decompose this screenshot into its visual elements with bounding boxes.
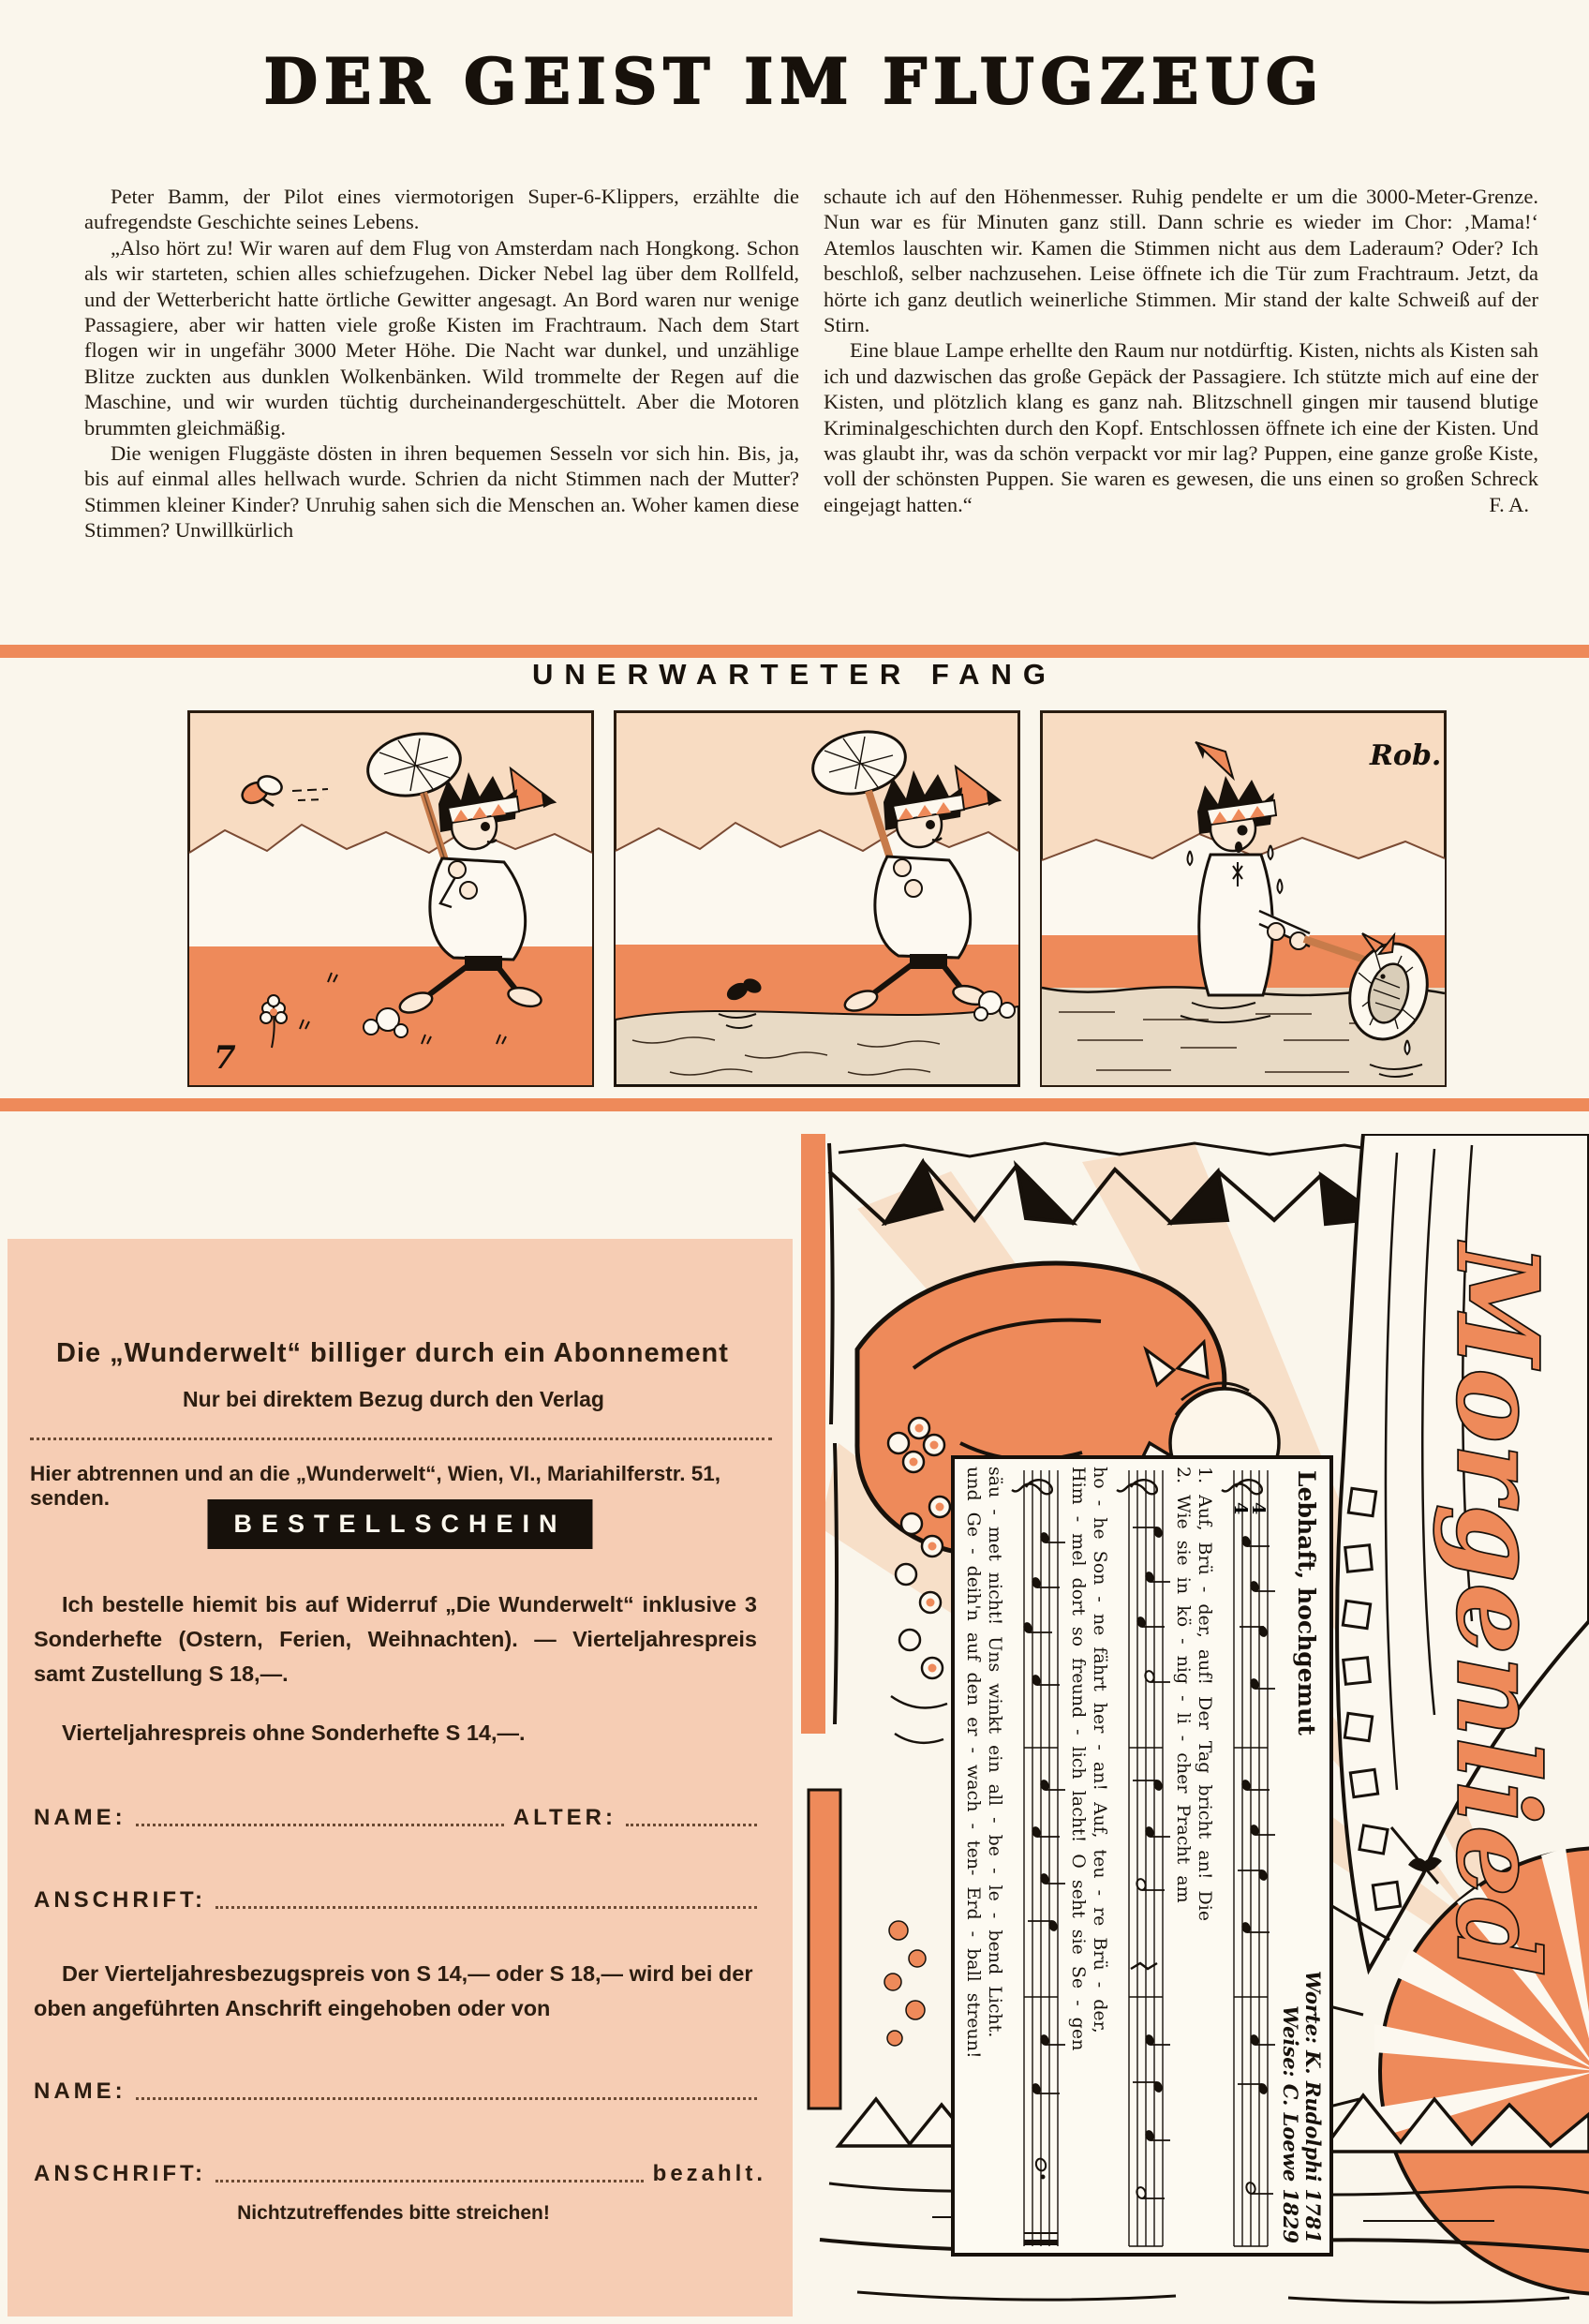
comic-panel-3 (1040, 710, 1447, 1087)
story-paragraph: schaute ich auf den Höhenmesser. Ruhig pendelte er um die 3000-Meter-Grenze. Nun war es für Minuten ganz still. Dann schrie es wieder im Chor: ‚Mama!‘ Atemlos lauschten wir. Kamen die Stimmen nicht aus dem Laderaum? Oder? Ich beschloß, selber nachzusehen. Leise öffnete ich die Tür zum Frachtraum. Jetzt, da hörte ich ganz deutlich weinerliche Stimmen. Mir stand der kalte Schweiß auf der Stirn. (824, 185, 1538, 337)
address-field-row (34, 1884, 766, 1914)
story-article (84, 184, 1538, 544)
svg-text:4: 4 (1230, 1502, 1251, 1515)
order-form-title: BESTELLSCHEIN (207, 1499, 592, 1549)
name-field-line (136, 1801, 504, 1826)
comic-panel-2 (614, 710, 1020, 1087)
orange-divider-bar (0, 645, 1589, 658)
comic-panel-1 (187, 710, 594, 1087)
story-column-right (824, 184, 1538, 544)
page-title: DER GEIST IM FLUGZEUG (263, 45, 1326, 118)
sheet-music-content (955, 1459, 1329, 2253)
staff-3 (962, 1467, 1067, 2249)
lyric-line: 1. Auf, Brü - der, auf! Der Tag bricht an! Die (1195, 1467, 1215, 1922)
payer-name-field-row (34, 2075, 766, 2105)
artist-signature: Rob. (1370, 739, 1442, 772)
song-title: Morgenlied (1433, 1244, 1563, 1978)
lyric-line: und Ge - deih'n auf den er - wach - ten- Erd - ball streun! (963, 1467, 984, 2059)
form-cut-note: Hier abtrennen und an die „Wunderwelt“, Wien, VI., Mariahilferstr. 51, senden. (30, 1462, 721, 1510)
composer-credit: Weise: C. Loewe 1829 (1279, 2005, 1302, 2243)
age-label: ALTER: (512, 1805, 616, 1830)
age-field-line (626, 1801, 757, 1826)
name-label: NAME: (34, 1805, 126, 1830)
staff-2-notation (1114, 1467, 1172, 2250)
story-paragraph: Peter Bamm, der Pilot eines viermotorigen Super-6-Klippers, erzählte die aufregendste Geschichte seines Lebens. (84, 185, 799, 234)
address-field-line (215, 2157, 644, 2182)
tempo-marking: Lebhaft, hochgemut (1293, 1470, 1320, 1736)
form-body-text: Vierteljahrespreis ohne Sonderhefte S 14,—. (62, 1721, 526, 1745)
form-subhead: Nur bei direktem Bezug durch den Verlag (183, 1387, 604, 1411)
form-body-text: Ich bestelle hiemit bis auf Widerruf „Die Wunderwelt“ inklusive 3 Sonderhefte (Ostern, Ferien, Weihnachten). — Vierteljahrespreis samt Zustellung S 18,—. (34, 1592, 757, 1686)
rest-icon (1131, 1963, 1157, 1969)
lyric-line: Him - mel dort so freund - lich lacht! O seht sie Se - gen (1068, 1467, 1089, 2051)
author-initials: F. A. (1489, 493, 1529, 517)
story-column-left (84, 184, 799, 544)
story-paragraph: Eine blaue Lampe erhellte den Raum nur notdürftig. Kisten, nichts als Kisten sah ich und dazwischen das große Gepäck der Passagiere. Ich stützte mich auf eine der Kisten, und plötzlich klang es ganz nah. Blitzschnell gingen mir tausend blutige Kriminalgeschichten durch den Kopf. Entschlossen öffnete ich eine der Kisten. Und was glaubt ihr, was da schön verpackt vor mir lag? Puppen, eine ganze große Kiste, voll der schönsten Puppen. Sie waren es gewesen, die uns einen so großen Schreck eingejagt hatten.“ (824, 338, 1538, 516)
staff-2 (1067, 1467, 1172, 2249)
address-field-line (215, 1884, 757, 1909)
name-field-line (136, 2075, 757, 2100)
comic-page-number: 7 (214, 1039, 236, 1077)
address-label: ANSCHRIFT: (34, 2161, 206, 2186)
window-frame-strip (801, 1134, 825, 1734)
subscription-form (7, 1239, 793, 2317)
name-label: NAME: (34, 2078, 126, 2104)
orange-divider-bar (0, 1098, 1589, 1111)
staff-1 (1172, 1467, 1277, 2249)
staff-1-notation (1219, 1467, 1277, 2250)
name-field-row (34, 1801, 766, 1831)
lyric-line: 2. Wie sie in kö - nig - li - cher Pracht am (1173, 1467, 1194, 1903)
payer-address-field-row (34, 2157, 766, 2187)
lyric-line: ho - he Son - ne fährt her - an! Auf, teu - re Brü - der, (1090, 1467, 1110, 2034)
story-paragraph: Die wenigen Fluggäste dösten in ihren bequemen Sesseln vor sich hin. Bis, ja, bis auf einmal alles hellwach wurde. Schrien da nicht Stimmen nach der Mutter? Stimmen kleiner Kinder? Unruhig sahen sich die Menschen an. Woher kamen diese Stimmen? Unwillkürlich (84, 441, 799, 543)
form-headline: Die „Wunderwelt“ billiger durch ein Abonnement (56, 1338, 729, 1368)
svg-text:4: 4 (1248, 1502, 1269, 1515)
form-strike-note: Nichtzutreffendes bitte streichen! (237, 2202, 550, 2224)
address-label: ANSCHRIFT: (34, 1887, 206, 1913)
paid-label: bezahlt. (652, 2161, 766, 2186)
sheet-music-header (1277, 1470, 1324, 2243)
song-credits (1279, 1971, 1324, 2243)
form-body-text: Der Vierteljahresbezugspreis von S 14,— oder S 18,— wird bei der oben angeführten Anschrift eingehoben oder von (34, 1961, 753, 2020)
story-paragraph: „Also hört zu! Wir waren auf dem Flug von Amsterdam nach Hongkong. Schon als wir starteten, schien alles schiefzugehen. Dicker Nebel lag über dem Rollfeld, und der Wetterbericht hatte örtliche Gewitter angesagt. An Bord waren nur wenige Passagiere, aber wir hatten viele große Kisten im Frachtraum. Nach dem Start flogen wir in ungefähr 3000 Meter Höhe. Die Nacht war dunkel, und unzählige Blitze zuckten aus dunklen Wolkenbänken. Wild trommelte der Regen auf die Maschine, und wir wurden tüchtig durcheinandergeschüttelt. Aber die Motoren brummten gleichmäßig. (84, 235, 799, 439)
staff-3-notation (1009, 1467, 1067, 2250)
lyricist-credit: Worte: K. Rudolphi 1781 (1301, 1970, 1325, 2243)
cut-line (30, 1438, 772, 1440)
comic-strip-title: UNERWARTETER FANG (532, 658, 1057, 691)
sheet-music-box (951, 1455, 1333, 2257)
lyric-line: säu - met nicht! Uns winkt ein all - be - le - bend Licht. (985, 1467, 1005, 2038)
